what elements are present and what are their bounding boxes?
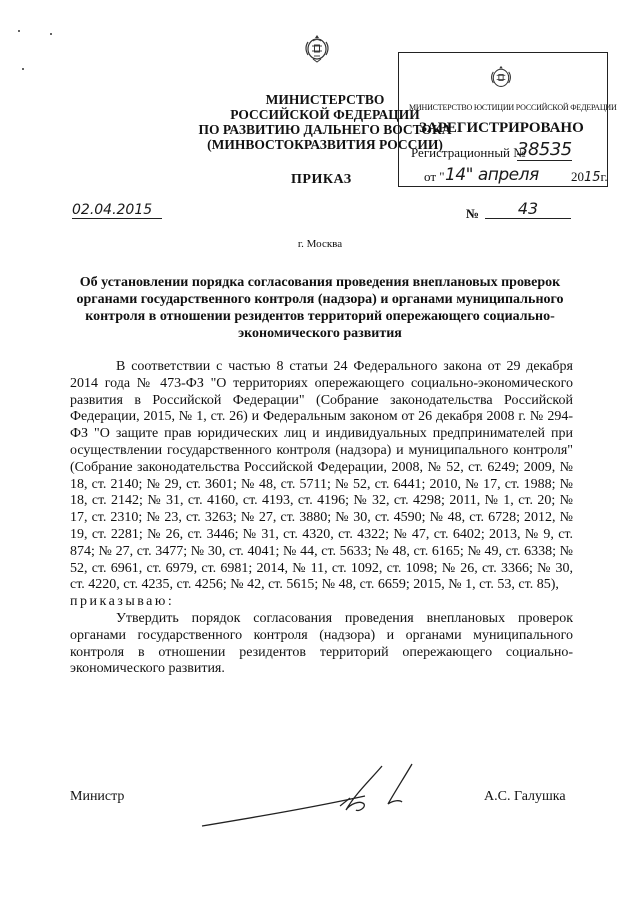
- ministry-line: МИНИСТЕРСТВО: [265, 92, 385, 107]
- stamp-emblem-icon: [489, 63, 513, 91]
- stamp-reg-number-label: Регистрационный №: [411, 145, 526, 160]
- signatory-position: Министр: [70, 789, 125, 804]
- scan-speck: [22, 68, 24, 70]
- ministry-line: РОССИЙСКОЙ ФЕДЕРАЦИИ: [230, 107, 420, 122]
- signatory-name: А.С. Галушка: [484, 789, 566, 804]
- stamp-ministry: МИНИСТЕРСТВО ЮСТИЦИИ РОССИЙСКОЙ ФЕДЕРАЦИИ: [409, 103, 617, 112]
- stamp-date-prefix: от ": [424, 169, 445, 184]
- stamp-year-prefix: 20: [571, 169, 584, 184]
- handwritten-signature: [200, 760, 430, 830]
- stamp-year: [571, 169, 608, 185]
- stamp-status: ЗАРЕГИСТРИРОВАНО: [419, 120, 584, 136]
- stamp-year-handwritten: 15: [584, 170, 601, 185]
- ministry-line: ПО РАЗВИТИЮ ДАЛЬНЕГО ВОСТОКА: [198, 122, 452, 137]
- body-paragraph-1: [70, 359, 573, 611]
- order-number: 43: [485, 199, 571, 219]
- registration-stamp: [398, 52, 617, 187]
- stamp-year-end: г.: [600, 169, 608, 184]
- stamp-reg-number: 38535: [517, 139, 572, 160]
- doc-type: ПРИКАЗ: [291, 172, 352, 187]
- body-paragraph-2: Утвердить порядок согласования проведения внеплановых проверок органами государственного контроля (надзора) и органами муниципального контроля в отношении резидентов территорий опережающего социально-экономического развития.: [70, 610, 573, 677]
- scan-speck: [50, 33, 52, 35]
- document-body: [70, 359, 573, 678]
- ministry-line: (МИНВОСТОКРАЗВИТИЯ РОССИИ): [207, 137, 443, 152]
- stamp-date: 14" апреля: [445, 165, 539, 185]
- body-paragraph-1-text: В соответствии с частью 8 статьи 24 Федерального закона от 29 декабря 2014 года № 473-ФЗ "О территориях опережающего социально-экономического развития в Российской Федерации" (Собрание законодательства Российской Федерации, 2015, № 1, ст. 26) и Федеральным законом от 26 декабря 2008 г. № 294-ФЗ "О защите прав юридических лиц и индивидуальных предпринимателей при осуществлении государственного контроля (надзора) и муниципального контроля" (Собрание законодательства Российской Федерации, 2008, № 52, ст. 6249; 2009, № 18, ст. 2140; № 29, ст. 3601; № 48, ст. 5711; № 52, ст. 6441; 2010, № 17, ст. 1988; № 18, ст. 2142; № 31, ст. 4160, ст. 4193, ст. 4196; № 32, ст. 4298; 2011, № 1, ст. 20; № 17, ст. 2310; № 23, ст. 3263; № 27, ст. 3880; № 30, ст. 4590; № 48, ст. 6728; 2012, № 19, ст. 2281; № 26, ст. 3446; № 31, ст. 4320, ст. 4322; № 47, ст. 6402; 2013, № 9, ст. 874; № 27, ст. 3477; № 30, ст. 4041; № 44, ст. 5633; № 48, ст. 6165; № 49, ст. 6338; № 52, ст. 6961, ст. 6979, ст. 6981; 2014, № 11, ст. 1092, ст. 1098; № 26, ст. 3366; № 30, ст. 4220, ст. 4235, ст. 4256; № 42, ст. 5615; № 48, ст. 6659; 2015, № 1, ст. 53, ст. 85),: [70, 359, 573, 593]
- scan-speck: [18, 30, 20, 32]
- prikazyvayu: приказываю:: [70, 594, 175, 610]
- document-title: Об установлении порядка согласования проведения внеплановых проверок органами государственного контроля (надзора) и органами муниципального контроля в отношении резидентов территорий опережающего социально-экономического развития: [76, 275, 564, 341]
- city: г. Москва: [297, 238, 343, 250]
- russian-coat-of-arms-icon: [303, 32, 331, 64]
- order-number-label: №: [466, 206, 480, 221]
- order-date: 02.04.2015: [72, 202, 162, 219]
